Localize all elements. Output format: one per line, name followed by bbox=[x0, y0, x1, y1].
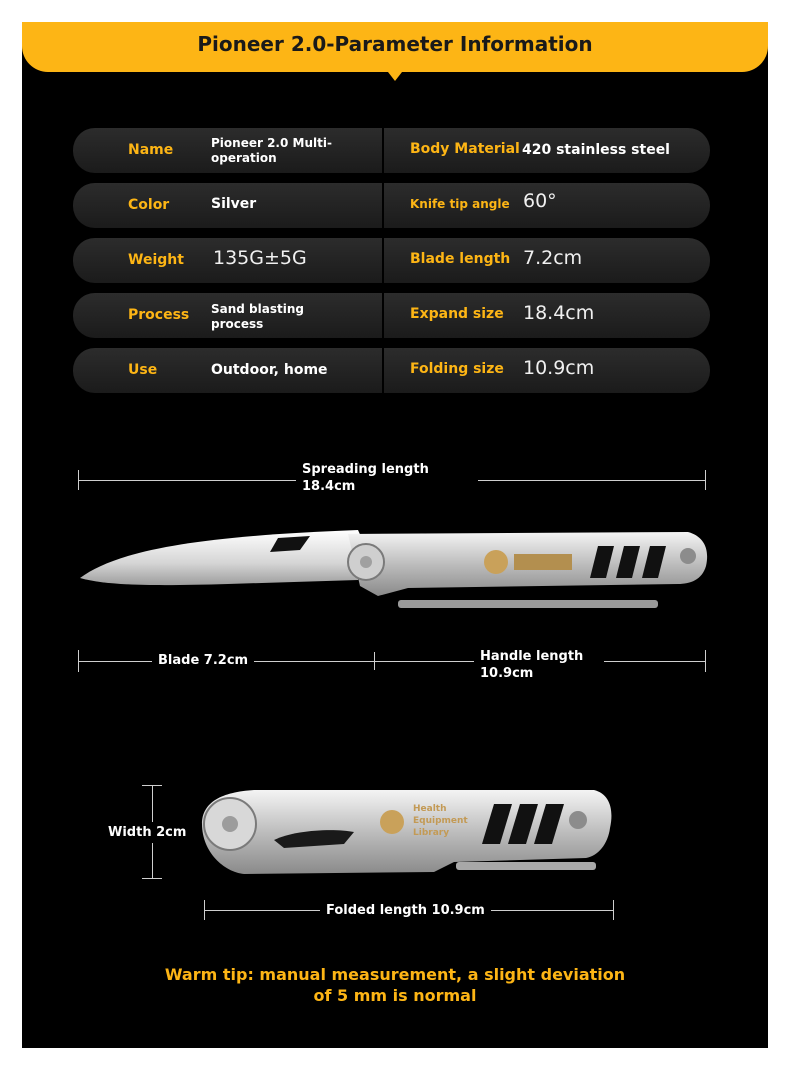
param-row-name bbox=[73, 128, 710, 173]
param-row-use bbox=[73, 348, 710, 393]
engraved-logo-text: Health Equipment Library bbox=[413, 804, 468, 838]
banner-pointer bbox=[388, 72, 402, 81]
row-divider bbox=[382, 293, 384, 338]
handle-length-label: Handle length 10.9cm bbox=[474, 648, 604, 682]
warm-tip bbox=[22, 964, 768, 1006]
param-label: Color bbox=[128, 197, 170, 213]
folded-knife-image bbox=[194, 782, 620, 882]
param-label: Folding size bbox=[410, 361, 504, 377]
param-label: Name bbox=[128, 142, 174, 158]
param-row-weight bbox=[73, 238, 710, 283]
param-value: Sand blasting process bbox=[211, 302, 304, 331]
param-label: Weight bbox=[128, 252, 184, 268]
param-value: 10.9cm bbox=[523, 357, 595, 379]
row-divider bbox=[382, 128, 384, 173]
param-value: Pioneer 2.0 Multi-operation bbox=[211, 136, 332, 165]
row-divider bbox=[382, 348, 384, 393]
param-value: 60° bbox=[523, 190, 557, 212]
param-value: 420 stainless steel bbox=[522, 142, 670, 158]
title-banner bbox=[22, 22, 768, 72]
param-value: 135G±5G bbox=[213, 247, 307, 269]
param-label: Body Material bbox=[410, 141, 520, 157]
param-label: Expand size bbox=[410, 306, 504, 322]
param-label: Process bbox=[128, 307, 190, 323]
param-value: 7.2cm bbox=[523, 247, 583, 269]
row-divider bbox=[382, 183, 384, 228]
product-detail-panel bbox=[22, 22, 768, 1048]
param-value: Outdoor, home bbox=[211, 362, 328, 378]
unfolded-knife-image bbox=[78, 522, 708, 612]
width-label: Width 2cm bbox=[104, 822, 190, 843]
param-value: 18.4cm bbox=[523, 302, 595, 324]
row-divider bbox=[382, 238, 384, 283]
param-label: Knife tip angle bbox=[410, 197, 510, 211]
blade-length-label: Blade 7.2cm bbox=[152, 652, 254, 669]
param-label: Use bbox=[128, 362, 158, 378]
page-title: Pioneer 2.0-Parameter Information bbox=[197, 32, 593, 56]
param-label: Blade length bbox=[410, 251, 511, 267]
param-row-process bbox=[73, 293, 710, 338]
warm-tip-text: Warm tip: manual measurement, a slight deviation of 5 mm is normal bbox=[164, 965, 626, 1005]
param-value: Silver bbox=[211, 196, 257, 212]
folded-length-label: Folded length 10.9cm bbox=[320, 902, 491, 919]
param-row-color bbox=[73, 183, 710, 228]
spreading-length-label: Spreading length 18.4cm bbox=[296, 461, 478, 495]
